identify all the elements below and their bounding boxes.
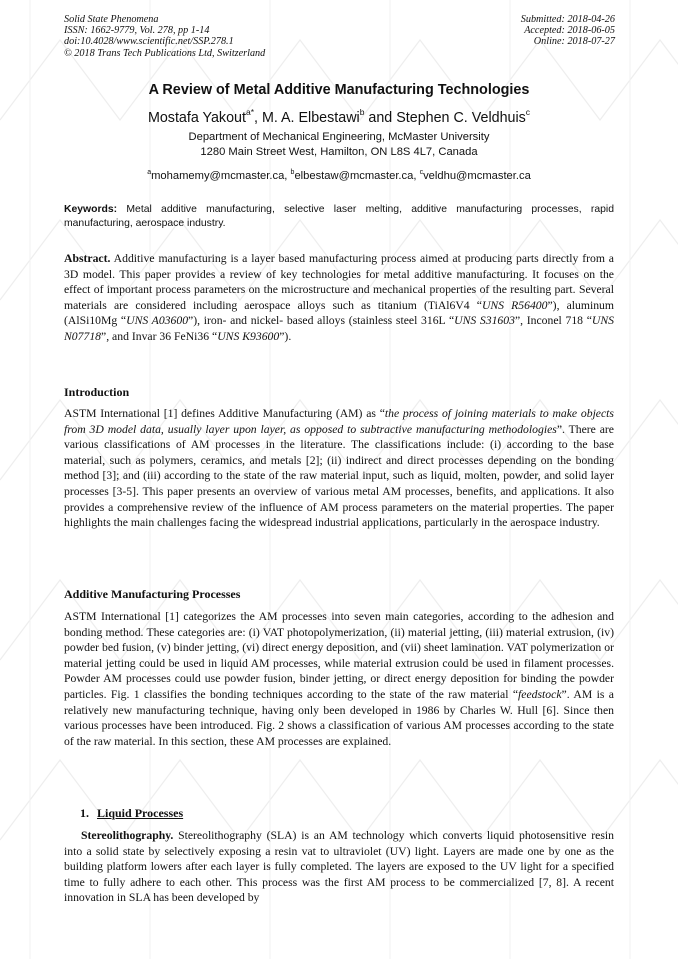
subsection-number: 1. <box>80 806 89 820</box>
author-list <box>64 103 614 127</box>
liquid-processes-heading <box>80 806 183 821</box>
journal-name: Solid State Phenomena <box>64 14 159 25</box>
author-veldhuis-sup: c <box>525 107 531 117</box>
introduction-paragraph <box>64 406 614 531</box>
abstract-text-3: ”), iron- and nickel- based alloys (stainless steel 316L “ <box>188 314 455 328</box>
abstract-uns-2: UNS A03600 <box>126 314 189 328</box>
am-processes-heading: Additive Manufacturing Processes <box>64 587 241 601</box>
publication-dates <box>521 14 615 48</box>
author-emails <box>64 165 614 184</box>
abstract-label: Abstract. <box>64 252 111 265</box>
author-elbestawi-sup: b <box>359 107 365 117</box>
am-processes-paragraph <box>64 609 614 749</box>
affiliation-department: Department of Mechanical Engineering, McMaster University <box>188 131 490 143</box>
journal-info <box>64 14 265 59</box>
abstract-text-4: ”, Inconel 718 “ <box>514 314 592 328</box>
date-accepted: Accepted: 2018-06-05 <box>524 25 615 37</box>
keywords-paragraph <box>64 203 614 231</box>
abstract-text-1: Additive manufacturing is a layer based manufacturing process aimed at producing parts directly from a 3D model. This paper provides a review of key technologies for metal additive manufacturing. It focuses on the effect of important process parameters on the microstructure and mechanical properties of the resulting part. Several materials are considered including aerospace alloys such as titanium (TiAl6V4 “ <box>64 252 614 312</box>
subsection-title: Liquid Processes <box>97 806 184 820</box>
abstract-text-2: ”), aluminum (AlSi10Mg “ <box>64 298 614 328</box>
abstract-paragraph <box>64 251 614 345</box>
author-elbestawi: , M. A. Elbestawi <box>254 110 360 126</box>
email-c-sup: c <box>419 169 424 176</box>
email-a[interactable]: mohamemy@mcmaster.ca, <box>151 170 291 182</box>
introduction-text-2: ”. There are various classifications of AM processes in the literature. The classifications include: (i) according to the base material, such as polymers, ceramics, and metals [2]; (ii) indirect and direct processes depending on the bonding method [3]; and (iii) according to the state of the raw material input, such as liquid, molten, powder, and solid layer processes [3-5]. This paper presents an overview of various metal AM processes, benefits, and applications. It also provides a comprehensive review of the influence of AM process parameters on the material properties. The paper highlights the main challenges facing the widespread industrial applications, particularly in the aerospace industry. <box>64 422 614 530</box>
stereolithography-label: Stereolithography. <box>81 829 174 842</box>
abstract-uns-4: UNS N07718 <box>64 314 614 343</box>
am-processes-text-1: ASTM International [1] categorizes the AM processes into seven main categories, according to the adhesion and bonding method. These categories are: (i) VAT photopolymerization, (ii) material jetting, (iii) material extrusion, (iv) powder bed fusion, (v) binder jetting, (vi) direct energy deposition, and (vii) sheet lamination. VAT polymerization or material jetting could be used in liquid AM processes, while material extrusion could be used in filament processes. Powder AM processes could use powder fusion, binder jetting, or direct energy deposition for binding the powder particles. Fig. 1 classifies the bonding techniques according to the state of the raw material “ <box>64 610 614 701</box>
email-a-sup: a <box>147 169 152 176</box>
abstract-text-5: ”, and Invar 36 FeNi36 “ <box>101 329 218 343</box>
journal-doi[interactable]: doi:10.4028/www.scientific.net/SSP.278.1 <box>64 36 234 48</box>
introduction-heading: Introduction <box>64 385 130 399</box>
email-c[interactable]: veldhu@mcmaster.ca <box>423 170 531 182</box>
author-yakout-sup: a* <box>245 107 255 117</box>
stereolithography-text: Stereolithography (SLA) is an AM technology which converts liquid photosensitive resin into a solid state by selectively exposing a resin vat to ultraviolet (UV) light. Layers are made one by one as the building platform lowers after each layer is fully completed. The layers are exposed to the UV light for a specified time to fully adhere to each other. This process was the first AM process to be commercialized [7, 8]. A recent innovation in SLA has been developed by <box>64 829 614 905</box>
email-b-sup: b <box>290 169 295 176</box>
email-b[interactable]: elbestaw@mcmaster.ca, <box>294 170 420 182</box>
abstract-uns-5: UNS K93600 <box>217 329 280 343</box>
journal-issn: ISSN: 1662-9779, Vol. 278, pp 1-14 <box>64 25 210 37</box>
abstract-uns-1: UNS R56400 <box>481 298 548 312</box>
journal-copyright: © 2018 Trans Tech Publications Ltd, Switzerland <box>64 47 266 59</box>
date-submitted: Submitted: 2018-04-26 <box>520 14 615 25</box>
author-yakout: Mostafa Yakout <box>147 110 246 126</box>
am-processes-text-2: ”. AM is a relatively new manufacturing technique, having only been developed in 1986 by Charles W. Hull [6]. Since then various processes have been introduced. Fig. 2 shows a classification of various AM processes according to the state of the raw material. In this section, these AM processes are explained. <box>64 687 614 748</box>
author-veldhuis: and Stephen C. Veldhuis <box>364 110 526 126</box>
introduction-definition: the process of joining materials to make objects from 3D model data, usually layer upon layer, as opposed to subtractive manufacturing methodologies <box>64 407 614 436</box>
affiliation <box>64 130 614 160</box>
am-processes-feedstock: feedstock <box>518 687 562 701</box>
keywords-text: Metal additive manufacturing, selective laser melting, additive manufacturing processes, rapid manufacturing, aerospace industry. <box>64 204 614 229</box>
introduction-text-1: ASTM International [1] defines Additive Manufacturing (AM) as “ <box>64 407 385 420</box>
affiliation-address: 1280 Main Street West, Hamilton, ON L8S 4L7, Canada <box>200 146 478 158</box>
abstract-text-6: ”). <box>279 329 292 343</box>
paper-title: A Review of Metal Additive Manufacturing Technologies <box>148 82 530 98</box>
abstract-uns-3: UNS S31603 <box>454 314 515 328</box>
keywords-label: Keywords: <box>64 204 118 215</box>
stereolithography-paragraph <box>64 828 614 906</box>
date-online: Online: 2018-07-27 <box>533 36 615 48</box>
